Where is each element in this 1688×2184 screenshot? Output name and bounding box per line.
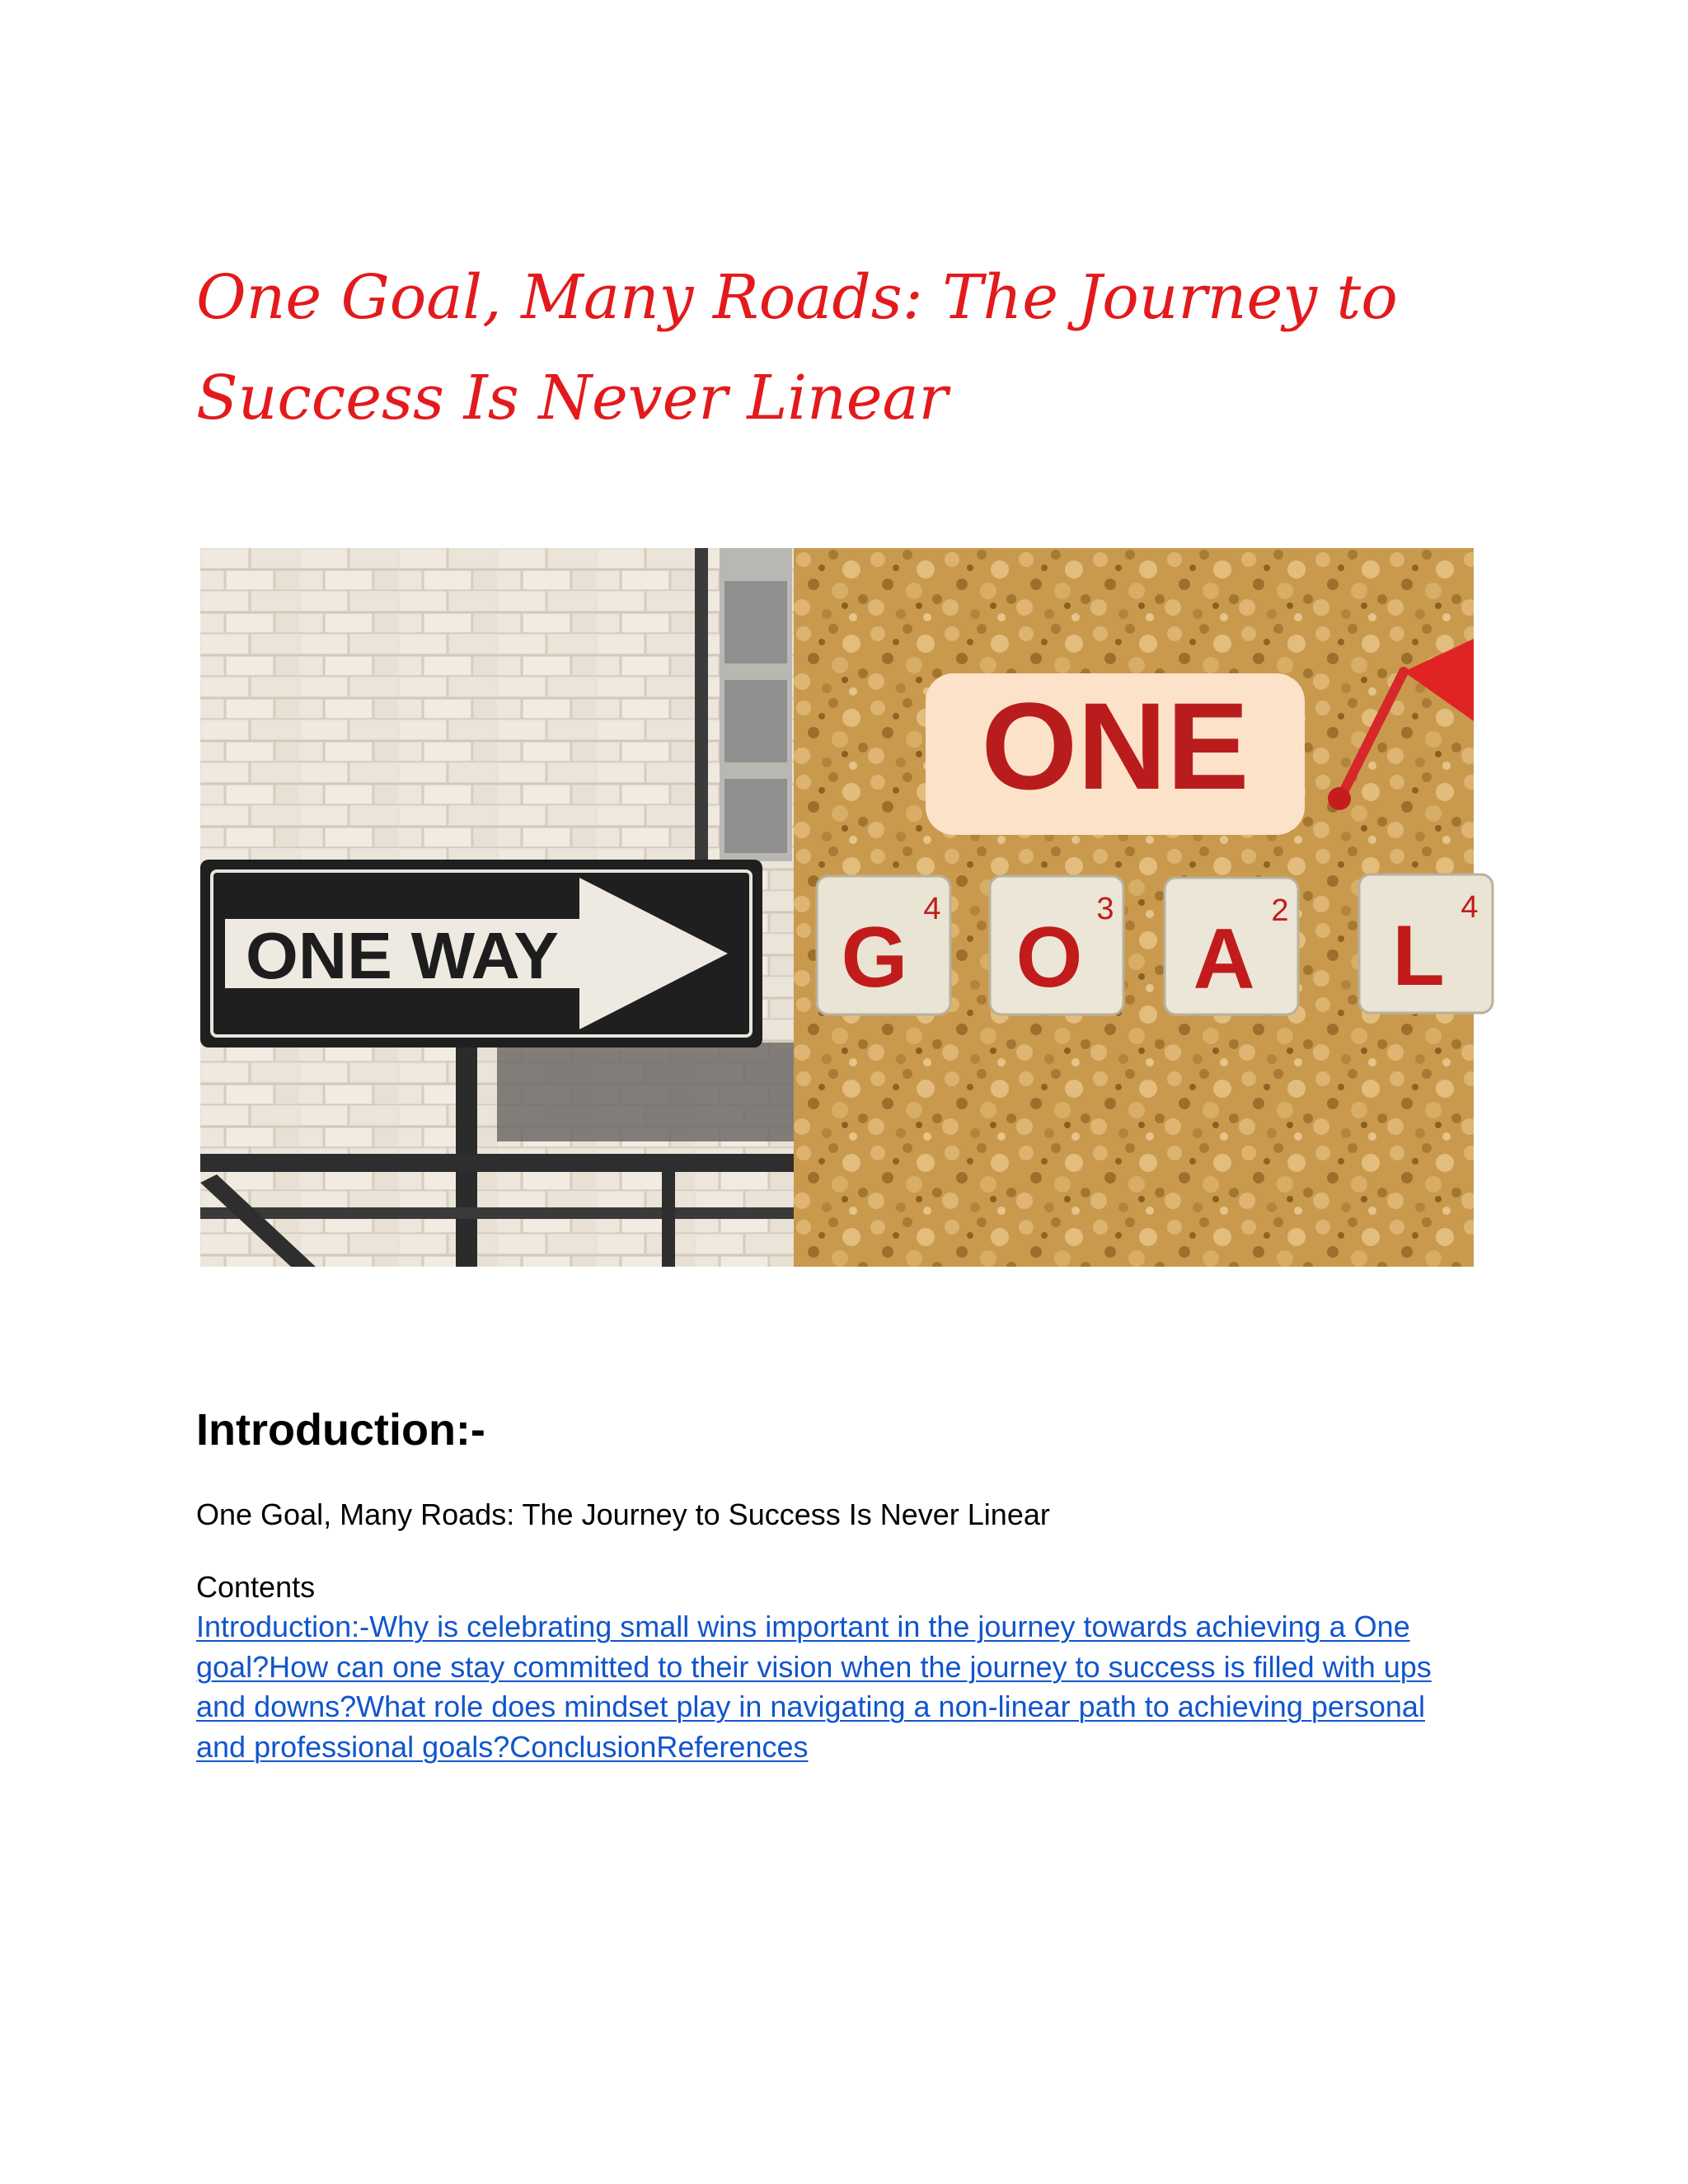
- svg-text:O: O: [1015, 910, 1083, 1005]
- toc-link-small-wins[interactable]: Why is celebrating small wins important in the journey towards achieving a One goal?: [196, 1610, 1410, 1684]
- toc-link-conclusion[interactable]: Conclusion: [509, 1729, 657, 1764]
- svg-text:A: A: [1193, 912, 1255, 1007]
- tile-o: [990, 876, 1123, 1015]
- toc-link-introduction[interactable]: Introduction:-: [196, 1610, 370, 1643]
- sign-text: ONE WAY: [246, 919, 559, 992]
- one-goal-photo: [794, 548, 1493, 1267]
- svg-text:G: G: [841, 910, 908, 1005]
- table-of-contents: [196, 1607, 1482, 1767]
- tile-g: [817, 876, 950, 1015]
- svg-text:3: 3: [1096, 892, 1114, 926]
- tile-a: [1165, 878, 1298, 1015]
- one-way-sign: [200, 860, 762, 1047]
- hero-image: [200, 548, 1479, 1267]
- svg-text:L: L: [1392, 908, 1445, 1004]
- svg-text:4: 4: [1461, 890, 1479, 925]
- toc-link-mindset[interactable]: What role does mindset play in navigating a non-linear path to achieving personal and professional goals?: [196, 1690, 1425, 1764]
- one-way-photo: [200, 548, 794, 1267]
- svg-text:2: 2: [1271, 893, 1289, 928]
- svg-text:4: 4: [923, 892, 941, 926]
- document-title: One Goal, Many Roads: The Journey to Success Is Never Linear: [196, 262, 1398, 434]
- svg-text:ONE: ONE: [981, 677, 1250, 815]
- contents-label: Contents: [196, 1570, 316, 1604]
- toc-link-references[interactable]: References: [656, 1729, 809, 1764]
- tile-l: [1359, 874, 1493, 1013]
- toc-link-stay-committed[interactable]: How can one stay committed to their vision when the journey to success is filled with ups and downs?: [196, 1649, 1432, 1723]
- one-banner: [926, 673, 1305, 835]
- intro-heading: Introduction:-: [196, 1405, 485, 1455]
- intro-paragraph: One Goal, Many Roads: The Journey to Success Is Never Linear: [196, 1497, 1050, 1531]
